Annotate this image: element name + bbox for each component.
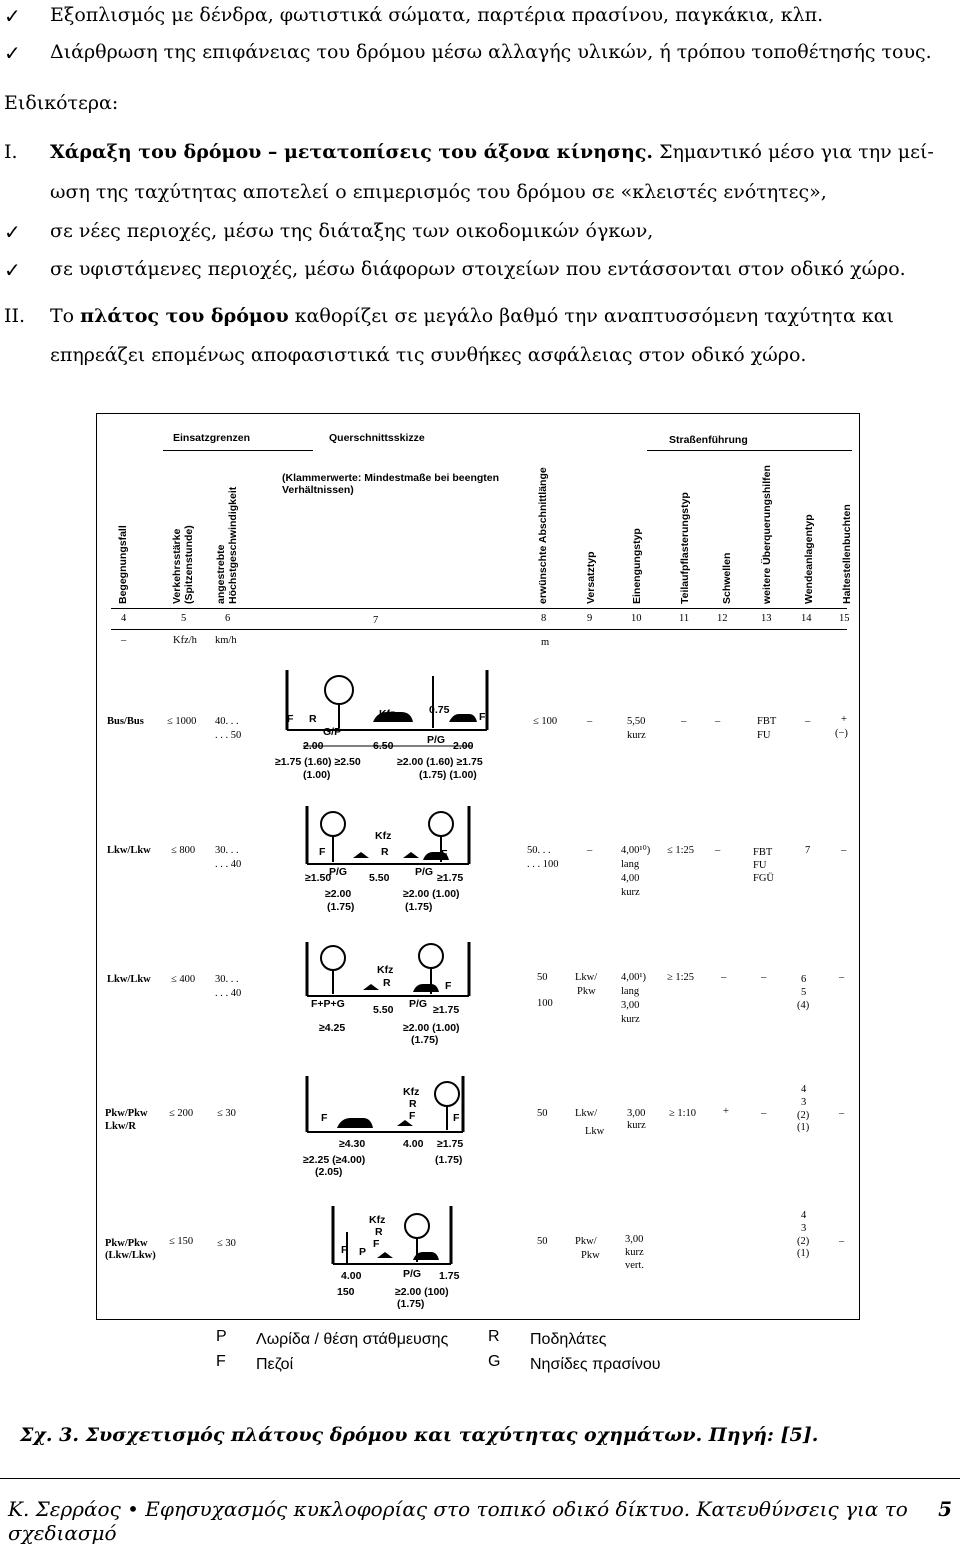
row4-c9a: Lkw/ [575,1108,598,1119]
row3-c10c: 3,00 [621,1000,640,1011]
sketch-dim: 1.75 [439,1270,460,1282]
row1-c10b: kurz [627,730,646,741]
sketch-label: R [383,977,391,989]
item-2-bold: πλάτος του δρόμου [80,305,289,327]
sketch-dim: (1.75) [405,901,433,913]
sketch-dim: (2.05) [315,1166,343,1178]
row5-c14c: (2) [797,1236,810,1247]
col-header-begegnungsfall: Begegnungsfall [117,525,129,604]
car-icon [413,984,439,992]
col-number: 4 [121,613,127,624]
sketch-label: P/G [415,866,434,878]
sketch-label: P/G [427,734,446,746]
col-number: 9 [587,613,593,624]
col-number: 8 [541,613,547,624]
sketch-dim: ≥1.75 [437,1138,464,1150]
row5-c4a: Pkw/Pkw [105,1238,148,1249]
col-number: 15 [839,613,850,624]
row3-c13: – [761,972,767,983]
sketch-label: R [381,846,389,858]
sketch-label: F+P+G [311,998,345,1010]
car-icon [337,1118,373,1128]
row1-c11: – [681,716,687,727]
tree-icon [325,676,353,704]
sketch-dim: ≥4.30 [339,1138,366,1150]
sketch-dim: (1.75) [411,1034,439,1046]
check-icon: ✓ [4,41,21,65]
col-number: 5 [181,613,187,624]
row5-c4b: (Lkw/Lkw) [105,1250,156,1261]
row2-c10a: 4,00¹⁰) [621,845,651,856]
row5-c6: ≤ 30 [217,1238,236,1249]
item-2-first-line [50,305,894,327]
check-icon: ✓ [4,220,21,244]
row4-c15: – [839,1108,845,1119]
sketch-label: Kfz [377,964,394,976]
legend-key: R [488,1328,500,1345]
group-header-querschnitt: Querschnittsskizze [329,432,425,444]
row2-c8b: . . . 100 [527,859,559,870]
row4-c14b: 3 [801,1097,807,1108]
row1-c15a: + [841,714,847,725]
group-header-einsatzgrenzen: Einsatzgrenzen [173,432,251,444]
sketch-dim: (1.75) [397,1298,425,1310]
row2-c5: ≤ 800 [171,845,196,856]
row5-c10c: vert. [625,1260,644,1271]
item-1-text: Σημαντικό μέσο για την μεί- [653,141,934,163]
sketch-label: P/G [329,866,348,878]
sketch-dim: 2.00 [303,740,324,752]
street-width-table-figure [96,413,860,1320]
row4-c11: ≥ 1:10 [669,1108,697,1119]
row4-c10a: 3,00 [627,1108,646,1119]
sketch-dim: ≥2.00 (100) [395,1286,449,1298]
row3-c10b: lang [621,986,640,997]
row1-c4: Bus/Bus [107,716,144,727]
sketch-dim: 150 [337,1286,355,1298]
sketch-dim: 6.50 [373,740,394,752]
arrow-icon [403,852,419,858]
sketch-label: Kfz [369,1214,386,1226]
sketch-label: F [409,1110,416,1122]
col-header-einengungstyp: Einengungstyp [631,528,643,604]
col-number: 11 [679,613,690,624]
arrow-icon [353,852,369,858]
row3-c8b: 100 [537,998,553,1009]
figure-note: (Klammerwerte: Mindestmaße bei beengten Verhältnissen) [282,472,500,496]
col-header-versatztyp: Versatztyp [585,551,597,604]
tree-icon [321,812,345,836]
sketch-label: F [453,1112,460,1124]
sketch-dim: (1.75) (1.00) [419,769,477,781]
units-row-rule [111,629,847,630]
row2-c8a: 50. . . [527,845,551,856]
row3-c6a: 30. . . [215,974,239,985]
row3-c14c: (4) [797,1000,810,1011]
row5-c10a: 3,00 [625,1234,644,1245]
row2-c4: Lkw/Lkw [107,845,151,856]
sketch-dim: ≥1.50 [305,872,332,884]
item-1-heading: Χάραξη του δρόμου – μετατοπίσεις του άξονα κίνησης. [50,141,654,163]
group-header-strassenfuehrung: Straßenführung [669,434,748,446]
legend-label: Λωρίδα / θέση στάθμευσης [256,1331,449,1348]
row2-c10b: lang [621,859,640,870]
figure-caption: Σχ. 3. Συσχετισμός πλάτους δρόμου και ταχύτητας οχημάτων. Πηγή: [5]. [20,1424,819,1446]
row3-c4: Lkw/Lkw [107,974,151,985]
legend-label: Ποδηλάτες [530,1331,607,1348]
row1-c10a: 5,50 [627,716,646,727]
legend-key: G [488,1353,501,1370]
sketch-dim: ≥4.25 [319,1022,346,1034]
col-number: 6 [225,613,231,624]
row1-c15b: (−) [835,728,848,739]
sketch-label: R [459,713,467,725]
row5-c9b: Pkw [581,1250,600,1261]
legend-label: Νησίδες πρασίνου [530,1356,661,1373]
row1-c13a: FBT [757,716,777,727]
unit: Kfz/h [173,635,197,646]
sketch-label: F [319,846,326,858]
section-label: Ειδικότερα: [4,92,119,114]
row3-c9b: Pkw [577,986,596,997]
row2-c14: 7 [805,845,811,856]
page-number: 5 [938,1497,952,1521]
sketch-label: R [309,713,317,725]
row3-c14a: 6 [801,974,807,985]
row4-c9b: Lkw [585,1126,605,1137]
col-header-schwellen: Schwellen [721,552,733,604]
arrow-icon [377,1252,393,1258]
item-1-line2: ωση της ταχύτητας αποτελεί ο επιμερισμός του δρόμου σε «κλειστές ενότητες», [50,181,827,203]
row4-c5: ≤ 200 [169,1108,194,1119]
row2-c13c: FGÜ [753,873,775,884]
row1-c8: ≤ 100 [533,716,558,727]
unit: m [541,637,550,648]
row3-c6b: . . . 40 [215,988,242,999]
sketch-label: P [359,1246,367,1258]
row2-c13b: FU [753,860,767,871]
row3-c10d: kurz [621,1014,640,1025]
row3-c12: – [721,972,727,983]
row5-c14a: 4 [801,1210,807,1221]
col-number: 13 [761,613,772,624]
legend-label: Πεζοί [256,1356,294,1373]
unit: km/h [215,635,237,646]
row4-c14c: (2) [797,1110,810,1121]
header-rule [647,450,852,451]
sketch-label: Kfz [379,708,396,720]
sketch-dim: ≥1.75 [433,1004,460,1016]
row1-c5: ≤ 1000 [167,716,197,727]
sketch-label: F [321,1112,328,1124]
row1-c9: – [587,716,593,727]
row3-c11: ≥ 1:25 [667,972,695,983]
item-1-bullet: σε νέες περιοχές, μέσω της διάταξης των οικοδομικών όγκων, [50,220,654,242]
row4-c4a: Pkw/Pkw [105,1108,148,1119]
sketch-dim: 4.00 [341,1270,362,1282]
sketch-dim: 4.00 [403,1138,424,1150]
row5-c10b: kurz [625,1247,644,1258]
row2-c10c: 4,00 [621,873,640,884]
row5-c14b: 3 [801,1223,807,1234]
row3-c14b: 5 [801,987,807,998]
row5-c15: – [839,1236,845,1247]
sketch-dim: 5.50 [373,1004,394,1016]
col-number: 10 [631,613,642,624]
row4-c14a: 4 [801,1084,807,1095]
item-number: I. [4,141,18,163]
row1-c6b: . . . 50 [215,730,242,741]
sketch-label: F [445,980,452,992]
row3-c9a: Lkw/ [575,972,598,983]
bullet-text: Διάρθρωση της επιφάνειας του δρόμου μέσω αλλαγής υλικών, ή τρόπου τοποθέτησής τους. [50,41,932,63]
sketch-label: 0.75 [429,704,450,716]
row4-c8: 50 [537,1108,548,1119]
row3-c15: – [839,972,845,983]
sketch-dim: 5.50 [369,872,390,884]
check-icon: ✓ [4,258,21,282]
row4-c12: + [723,1106,729,1117]
row2-c10d: kurz [621,887,640,898]
sketch-label: Kfz [375,830,392,842]
row2-c6b: . . . 40 [215,859,242,870]
row4-c6: ≤ 30 [217,1108,236,1119]
sketch-dim: (1.00) [303,769,331,781]
row4-c4b: Lkw/R [105,1121,136,1132]
row3-c10a: 4,00¹) [621,972,647,983]
col-header-haltestellenbuchten: Haltestellenbuchten [841,504,853,604]
legend-key: F [216,1353,226,1370]
numbers-row-rule [111,608,847,609]
sketch-dim: ≥2.00 (1.00) [403,1022,460,1034]
bullet-text: Εξοπλισμός με δένδρα, φωτιστικά σώματα, παρτέρια πρασίνου, παγκάκια, κλπ. [50,4,824,26]
unit: – [121,635,127,646]
row2-c13a: FBT [753,847,773,858]
header-rule [163,450,313,451]
sketch-label: P/G [409,998,428,1010]
row1-c12: – [715,716,721,727]
row5-c5: ≤ 150 [169,1236,194,1247]
item-1-bullet: σε υφιστάμενες περιοχές, μέσω διάφορων στοιχείων που εντάσσονται στον οδικό χώρο. [50,258,906,280]
sketch-dim: ≥2.00 (1.60) ≥1.75 [397,756,483,768]
row4-c13: – [761,1108,767,1119]
row2-c15: – [841,845,847,856]
row3-c8a: 50 [537,972,548,983]
sketch-dim: ≥2.25 (≥4.00) [303,1154,366,1166]
col-header-abschnittlaenge: erwünschte Abschnittlänge [537,467,549,604]
sketch-label: R [409,1098,417,1110]
col-header-teilaufpflasterungstyp: Teilaufpflasterungstyp [679,492,691,604]
row1-cross-section-sketch [273,666,523,786]
row5-c9a: Pkw/ [575,1236,597,1247]
sketch-label: Kfz [403,1086,420,1098]
sketch-label: G/P [323,726,342,738]
col-header-hoechstgeschwindigkeit: angestrebte Höchstgeschwindigkeit [215,486,239,604]
page-footer [0,1478,960,1545]
sketch-dim: P/G [403,1268,422,1280]
check-icon: ✓ [4,4,21,28]
row5-c8: 50 [537,1236,548,1247]
col-number: 12 [717,613,728,624]
tree-icon [405,1214,429,1238]
legend-key: P [216,1328,227,1345]
row1-c6a: 40. . . [215,716,239,727]
row2-c6a: 30. . . [215,845,239,856]
sketch-dim: 2.00 [453,740,474,752]
item-2-line2: επηρεάζει επομένως αποφασιστικά τις συνθήκες ασφάλειας στον οδικό χώρο. [50,344,807,366]
row4-c14d: (1) [797,1122,810,1133]
row2-c9: – [587,845,593,856]
col-header-ueberquerungshilfen: weitere Überquerungshilfen [761,465,773,604]
tree-icon [419,944,443,968]
item-number: II. [4,305,26,327]
row1-c14: – [805,716,811,727]
sketch-label: F [373,1238,380,1250]
col-header-wendeanlagentyp: Wendeanlagentyp [803,514,815,604]
sketch-dim: ≥2.00 [325,888,352,900]
sketch-dim: ≥1.75 (1.60) ≥2.50 [275,756,361,768]
arrow-icon [363,984,379,990]
sketch-dim: ≥1.75 [437,872,464,884]
col-number: 7 [373,615,379,626]
row3-c5: ≤ 400 [171,974,196,985]
tree-icon [435,1082,459,1106]
sketch-label: F [341,1244,348,1256]
sketch-label: F [479,711,486,723]
item-1-first-line [50,141,934,163]
sketch-dim: (1.75) [327,901,355,913]
footer-text: Κ. Σερράος • Εφησυχασμός κυκλοφορίας στο τοπικό οδικό δίκτυο. Κατευθύνσεις για το σχεδιασμό [8,1497,908,1545]
sketch-label: R [375,1226,383,1238]
row1-c13b: FU [757,730,771,741]
sketch-label: F [441,848,448,860]
tree-icon [429,812,453,836]
tree-icon [321,946,345,970]
item-2-text: καθορίζει σε μεγάλο βαθμό την αναπτυσσόμενη ταχύτητα και [288,305,894,327]
item-2-pre: Το [50,305,81,327]
col-header-verkehrsstaerke: Verkehrsstärke (Spitzenstunde) [171,525,195,604]
row5-c14d: (1) [797,1248,810,1259]
sketch-dim: (1.75) [435,1154,463,1166]
sketch-dim: ≥2.00 (1.00) [403,888,460,900]
sketch-label: F [287,713,294,725]
row2-c12: – [715,845,721,856]
row4-c10b: kurz [627,1120,646,1131]
col-number: 14 [801,613,812,624]
row2-c11: ≤ 1:25 [667,845,695,856]
